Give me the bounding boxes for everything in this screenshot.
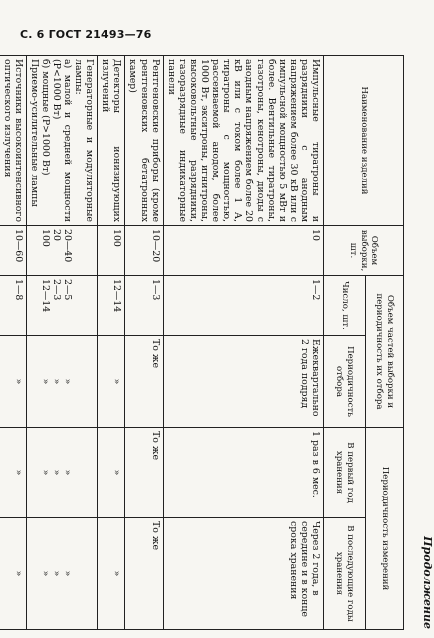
row-selection: » — [0, 336, 26, 428]
sub-name: Приемо-усилительные лампы — [28, 59, 40, 207]
header-qty: Число, шт. — [324, 276, 366, 336]
row-selection: » — [98, 336, 125, 428]
row-subsequent — [26, 518, 98, 630]
row-qty: 1—8 — [0, 276, 26, 336]
row-subsequent: Через 2 года, в середине и в конце срока хранения — [163, 518, 323, 630]
row-volume: 10 — [163, 226, 323, 276]
sub-first-year: » — [50, 469, 62, 476]
sub-volume: 20 — [50, 229, 62, 241]
sub-name: б) мощные (P>1000 Вт) — [39, 59, 51, 176]
row-volume: 10—20 — [125, 226, 163, 276]
table-row — [0, 56, 26, 630]
sub-subsequent: » — [50, 570, 62, 577]
row-name: Детекторы ионизирующих излучений — [98, 56, 125, 226]
row-volume: 100 — [98, 226, 125, 276]
row-subsequent: То же — [125, 518, 163, 630]
row-first-year: » — [98, 428, 125, 518]
row-selection: Ежеквартально 2 года подряд — [163, 336, 323, 428]
row-selection: То же — [125, 336, 163, 428]
row-qty: 12—14 — [98, 276, 125, 336]
storage-table — [0, 55, 404, 630]
header-measurement-group: Периодичность измерений — [366, 428, 404, 630]
group-title: Генераторные и модуляторные лампы: — [73, 59, 96, 222]
sub-name: а) малой и средней мощности (P<1000 Вт) — [50, 59, 74, 222]
page-header: С. 6 ГОСТ 21493—76 — [20, 28, 152, 41]
table-row — [26, 56, 98, 630]
row-qty: 1—3 — [125, 276, 163, 336]
table-row — [98, 56, 125, 630]
continuation-label: Продолжение — [421, 536, 434, 629]
sub-qty: 12—14 — [39, 279, 51, 313]
row-first-year: То же — [125, 428, 163, 518]
row-subsequent: » — [0, 518, 26, 630]
sub-selection: » — [39, 378, 51, 385]
row-first-year: » — [0, 428, 26, 518]
header-name: Наименование изделий — [324, 56, 404, 226]
header-first-year: В первый год хранения — [324, 428, 366, 518]
sub-selection: » — [50, 378, 62, 385]
sub-first-year: » — [39, 469, 51, 476]
sub-volume: 20—40 — [62, 229, 74, 263]
row-first-year — [26, 428, 98, 518]
row-volume: 10—60 — [0, 226, 26, 276]
sub-qty: 2—3 — [50, 279, 62, 301]
header-selection-period: Периодичность отбора — [324, 336, 366, 428]
row-selection — [26, 336, 98, 428]
sub-selection: » — [62, 378, 74, 385]
row-qty — [26, 276, 98, 336]
row-name: Рентгеновские приборы (кроме рентгеновских бетатронных камер) — [125, 56, 163, 226]
row-name — [26, 56, 98, 226]
sub-subsequent: » — [62, 570, 74, 577]
table-row — [163, 56, 323, 630]
sub-first-year: » — [62, 469, 74, 476]
row-name: Источники высокоинтенсивного оптического излучения — [0, 56, 26, 226]
sub-qty: 2—5 — [62, 279, 74, 301]
row-subsequent: » — [98, 518, 125, 630]
header-parts-group: Объем частей выборки и периодичность их отбора — [366, 276, 404, 428]
header-sample-volume: Объем выборки, шт. — [324, 226, 404, 276]
row-qty: 1—2 — [163, 276, 323, 336]
row-volume — [26, 226, 98, 276]
row-name: Импульсные тиратроны и разрядники с анодным напряжением более 30 кВ или с импульсной мощностью 5 мВт и более. Вентильные тиратроны, газотроны, кенотроны, диоды с анодным напряжением более 20 кВ или с током более 1 А, тиратроны с мощностью, рассеиваемой анодом, более 1000 Вт, экситроны, игнитроны, высоковольтные разрядники, газоразрядные индикаторные панели — [163, 56, 323, 226]
sub-volume: 100 — [39, 229, 51, 247]
table-row — [125, 56, 163, 630]
sub-subsequent: » — [39, 570, 51, 577]
row-first-year: 1 раз в 6 мес. — [163, 428, 323, 518]
header-subsequent-years: В последующие годы хранения — [324, 518, 366, 630]
rotated-table-block — [1, 55, 434, 629]
